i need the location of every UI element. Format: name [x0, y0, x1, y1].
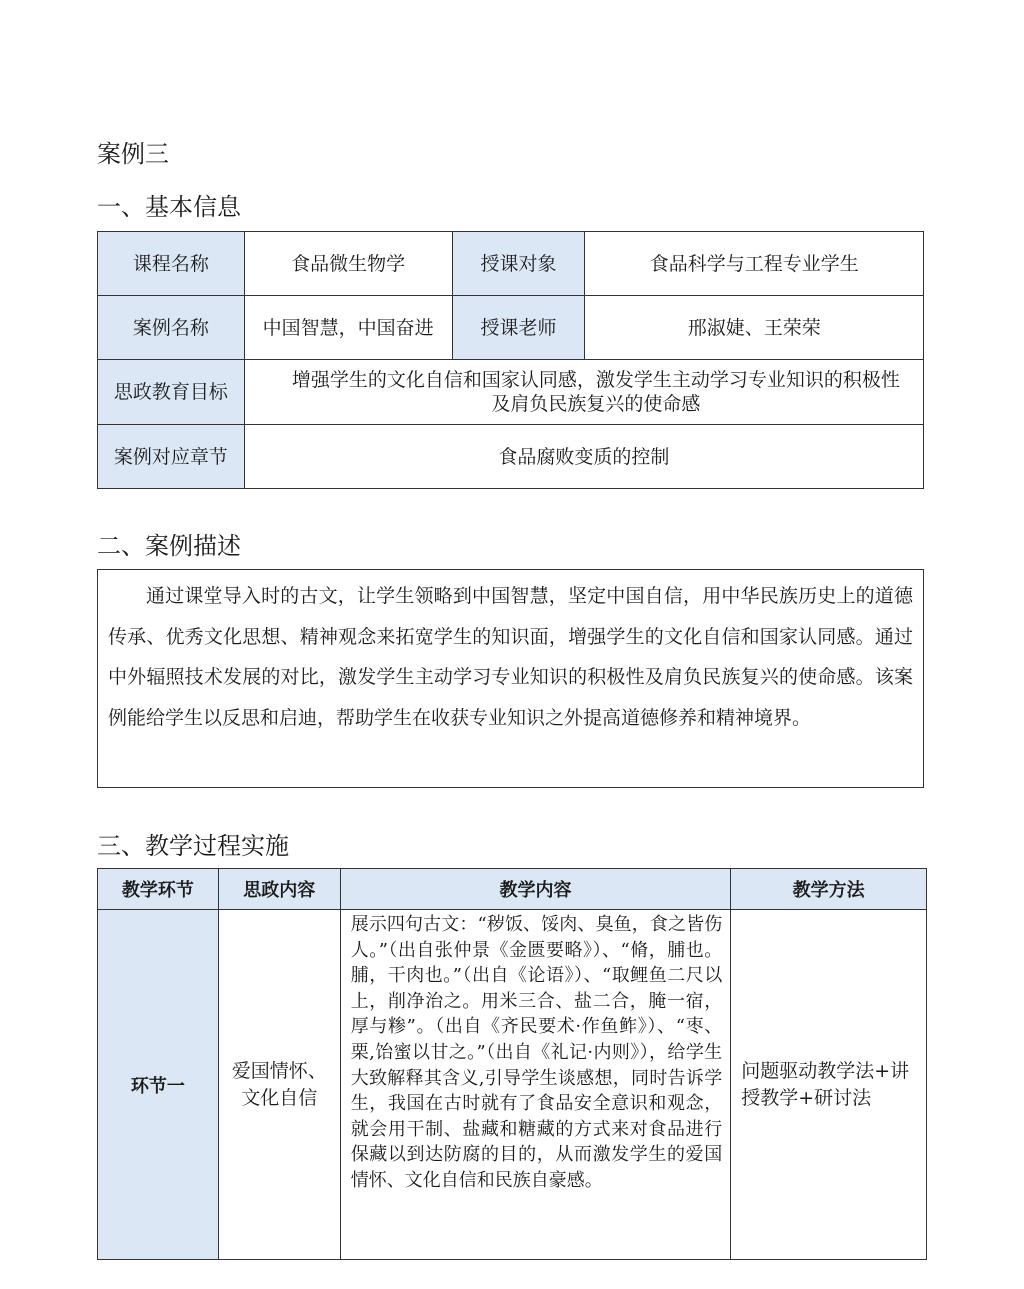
- table-row: [98, 425, 924, 489]
- ideology-cell: 爱国情怀、文化自信: [218, 910, 340, 1260]
- content-cell: 展示四句古文：“秽饭、馁肉、臭鱼，食之皆伤人。”（出自张仲景《金匮要略》）、“脩，脯也。脯，干肉也。”（出自《论语》）、“取鲤鱼二尺以上，削净治之。用米三合、盐二合，腌一宿，厚与糁”。（出自《齐民要术·作鱼鲊》）、“枣、栗,饴蜜以甘之。”（出自《礼记·内则》），给学生大致解释其含义,引导学生谈感想，同时告诉学生，我国在古时就有了食品安全意识和观念，就会用干制、盐藏和糖藏的方式来对食品进行保藏以到达防腐的目的，从而激发学生的爱国情怀、文化自信和民族自豪感。: [340, 910, 731, 1260]
- table-row: [98, 232, 924, 296]
- table-row: [98, 360, 924, 425]
- chapter-label: 案例对应章节: [98, 425, 245, 489]
- section-heading-case-description: 二、案例描述: [97, 532, 241, 560]
- basic-info-table: [97, 231, 924, 489]
- header-ideology: 思政内容: [218, 869, 340, 910]
- teacher-label: 授课老师: [452, 296, 585, 360]
- case-description-text: 通过课堂导入时的古文，让学生领略到中国智慧，坚定中国自信，用中华民族历史上的道德传承、优秀文化思想、精神观念来拓宽学生的知识面，增强学生的文化自信和国家认同感。通过中外辐照技术发展的对比，激发学生主动学习专业知识的积极性及肩负民族复兴的使命感。该案例能给学生以反思和启迪，帮助学生在收获专业知识之外提高道德修养和精神境界。: [97, 569, 924, 788]
- stage-cell: 环节一: [98, 910, 219, 1260]
- audience-label: 授课对象: [452, 232, 585, 296]
- header-method: 教学方法: [731, 869, 927, 910]
- section-heading-basic-info: 一、基本信息: [97, 193, 241, 221]
- goal-value: 增强学生的文化自信和国家认同感，激发学生主动学习专业知识的积极性及肩负民族复兴的使命感: [244, 360, 923, 425]
- header-content: 教学内容: [340, 869, 731, 910]
- audience-value: 食品科学与工程专业学生: [585, 232, 924, 296]
- goal-label: 思政教育目标: [98, 360, 245, 425]
- teacher-value: 邢淑婕、王荣荣: [585, 296, 924, 360]
- table-header-row: [98, 869, 927, 910]
- method-cell: 问题驱动教学法+讲授教学+研讨法: [731, 910, 927, 1260]
- teaching-process-table: [97, 868, 927, 1260]
- course-name-value: 食品微生物学: [244, 232, 452, 296]
- case-name-label: 案例名称: [98, 296, 245, 360]
- course-name-label: 课程名称: [98, 232, 245, 296]
- case-title: 案例三: [97, 140, 169, 168]
- table-row: [98, 910, 927, 1260]
- table-row: [98, 296, 924, 360]
- chapter-value: 食品腐败变质的控制: [244, 425, 923, 489]
- section-heading-teaching-process: 三、教学过程实施: [97, 832, 289, 860]
- header-stage: 教学环节: [98, 869, 219, 910]
- case-name-value: 中国智慧，中国奋进: [244, 296, 452, 360]
